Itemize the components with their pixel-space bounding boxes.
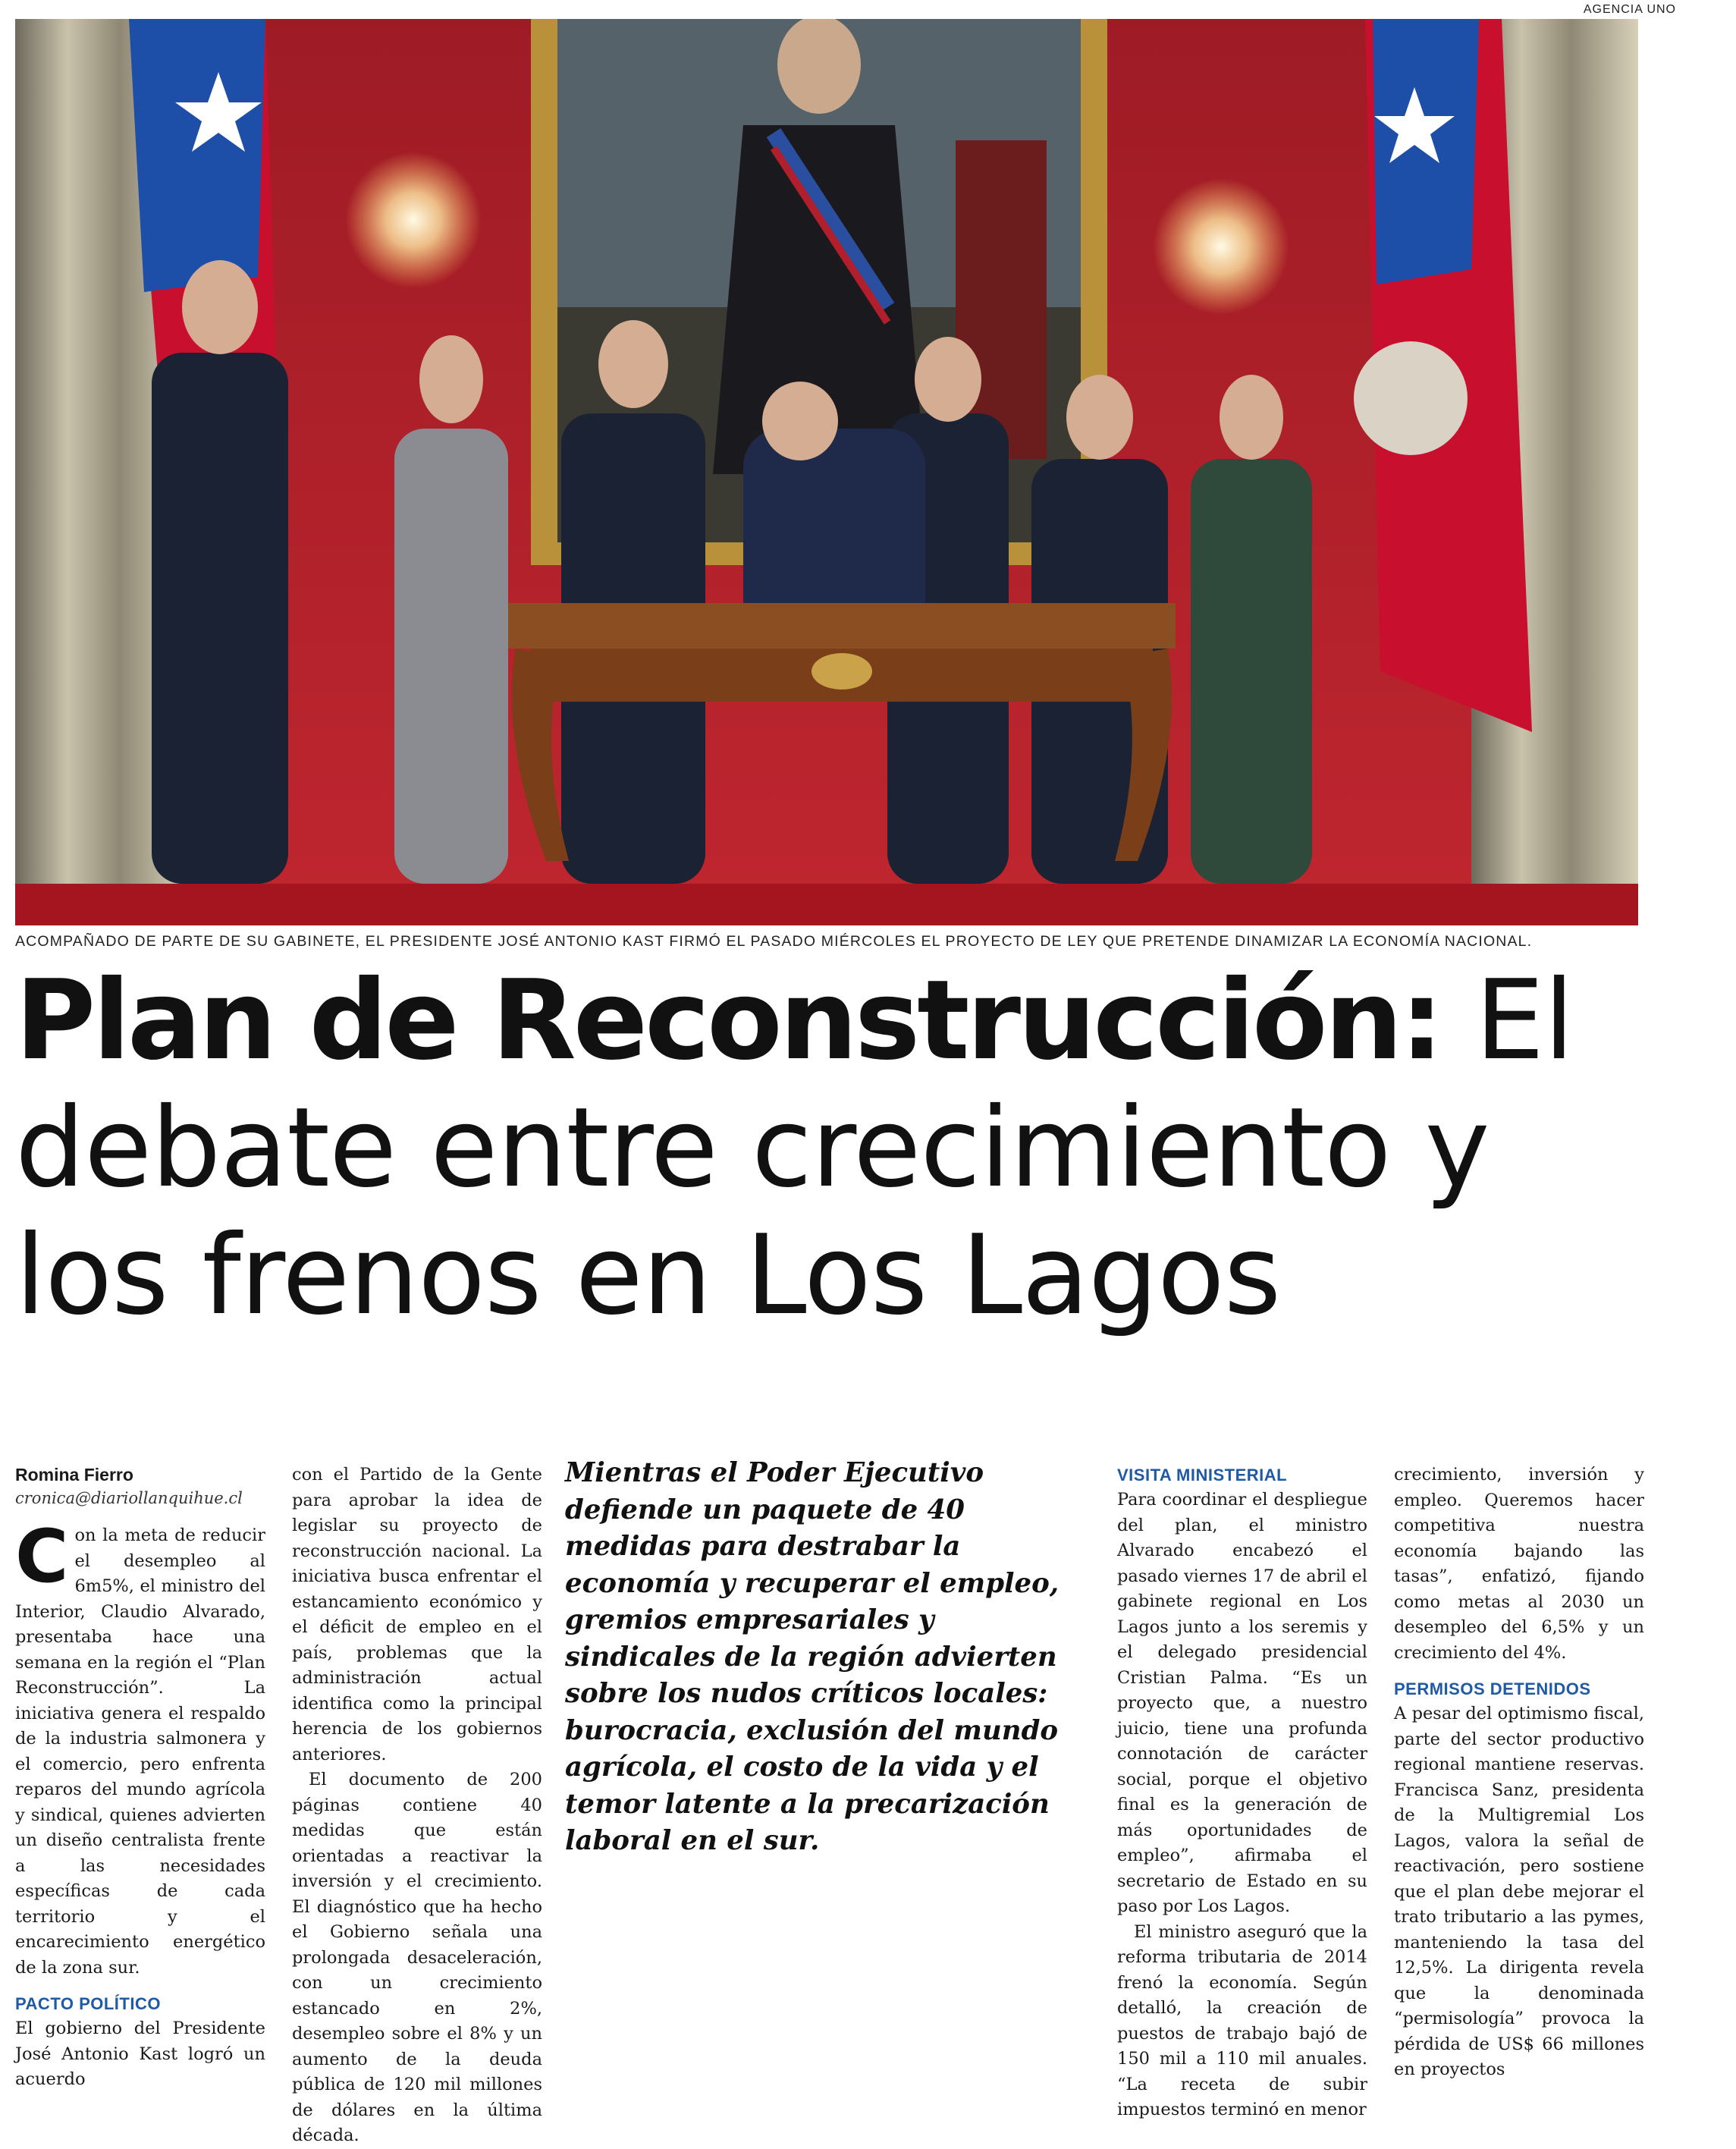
paragraph: con el Partido de la Gente para aprobar la idea de legislar su proyecto de reconstrucción nacional. La iniciativa busca enfrentar el estancamiento económico y el déficit de empleo en el país, problemas que la administración actual identifica como la principal herencia de los gobiernos anteriores. (292, 1465, 542, 1764)
column-2 (292, 1463, 542, 2149)
subhead-pacto-politico: PACTO POLÍTICO (15, 1994, 161, 2013)
article-lead: Mientras el Poder Ejecutivo defiende un paquete de 40 medidas para destrabar la economía y recuperar el empleo, gremios empresariales y sindicales de la región advierten sobre los nudos críticos locales: burocracia, exclusión del mundo agrícola, el costo de la vida y el temor latente a la precarización laboral en el sur. (565, 1457, 1059, 1856)
subhead-visita-ministerial: VISITA MINISTERIAL (1117, 1466, 1288, 1485)
article-photo (15, 19, 1638, 925)
byline-author: Romina Fierro (15, 1465, 133, 1485)
column-1 (15, 1463, 265, 2093)
paragraph (15, 1514, 265, 1981)
headline (15, 957, 1669, 1340)
paragraph: El documento de 200 páginas contiene 40 medidas que están orientadas a reactivar la inversión y el crecimiento. El diagnóstico que ha hecho el Gobierno señala una prolongada desaceleración, con un crecimiento estancado en 2%, desempleo sobre el 8% y un aumento de la deuda pública de 120 mil millones de dólares en la última década. (292, 1770, 542, 2145)
headline-bold: Plan de Reconstrucción: (15, 957, 1441, 1085)
column-5 (1394, 1463, 1644, 2083)
signing-ceremony-illustration (15, 19, 1638, 925)
paragraph-text: on la meta de reducir el desempleo al 6m5%, el ministro del Interior, Claudio Alvarado, presentaba hace una semana en la región el “Plan Reconstrucción”. La iniciativa genera el respaldo de la industria salmonera y el comercio, pero enfrenta reparos del mundo agrícola y sindical, quienes advierten un diseño centralista frente a las necesidades específicas de cada territorio y el encarecimiento energético de la zona sur. (15, 1525, 265, 1978)
subhead-permisos-detenidos: PERMISOS DETENIDOS (1394, 1679, 1591, 1698)
paragraph: El gobierno del Presidente José Antonio Kast logró un acuerdo (15, 2019, 265, 2089)
drop-cap: C (15, 1514, 69, 1599)
paragraph: El ministro aseguró que la reforma tributaria de 2014 frenó la economía. Según detalló, la creación de puestos de trabajo bajó de 150 mil a 110 mil anuales. “La receta de subir impuestos terminó en menor (1117, 1921, 1367, 2119)
paragraph: Para coordinar el despliegue del plan, el ministro Alvarado encabezó el pasado viernes 17 de abril el gabinete regional en Los Lagos junto a los seremis y el delegado presidencial Cristian Palma. “Es un proyecto que, a nuestro juicio, tiene una profunda connotación de carácter social, porque el objetivo final es la generación de más oportunidades de empleo”, afirmaba el secretario de Estado en su paso por Los Lagos. (1117, 1490, 1367, 1916)
photo-caption: ACOMPAÑADO DE PARTE DE SU GABINETE, EL PRESIDENTE JOSÉ ANTONIO KAST FIRMÓ EL PASADO MIÉRCOLES EL PROYECTO DE LEY QUE PRETENDE DINAMIZAR LA ECONOMÍA NACIONAL. (15, 933, 1533, 950)
paragraph: crecimiento, inversión y empleo. Queremos hacer competitiva nuestra economía bajando las tasas”, enfatizó, fijando como metas al 2030 un desempleo del 6,5% y un crecimiento del 4%. (1394, 1465, 1644, 1663)
paragraph: A pesar del optimismo fiscal, parte del sector productivo regional mantiene reservas. Francisca Sanz, presidenta de la Multigremial Los Lagos, valora la señal de reactivación, pero sostiene que el plan debe mejorar el trato tributario a las pymes, manteniendo la tasa del 12,5%. La dirigenta revela que la denominada “permisología” provoca la pérdida de US$ 66 millones en proyectos (1394, 1704, 1644, 2079)
headline-light: El debate entre crecimiento y los frenos en Los Lagos (15, 957, 1574, 1340)
photo-credit: AGENCIA UNO (1583, 3, 1676, 16)
byline-email: cronica@diariollanquihue.cl (15, 1489, 243, 1507)
column-4 (1117, 1463, 1367, 2123)
